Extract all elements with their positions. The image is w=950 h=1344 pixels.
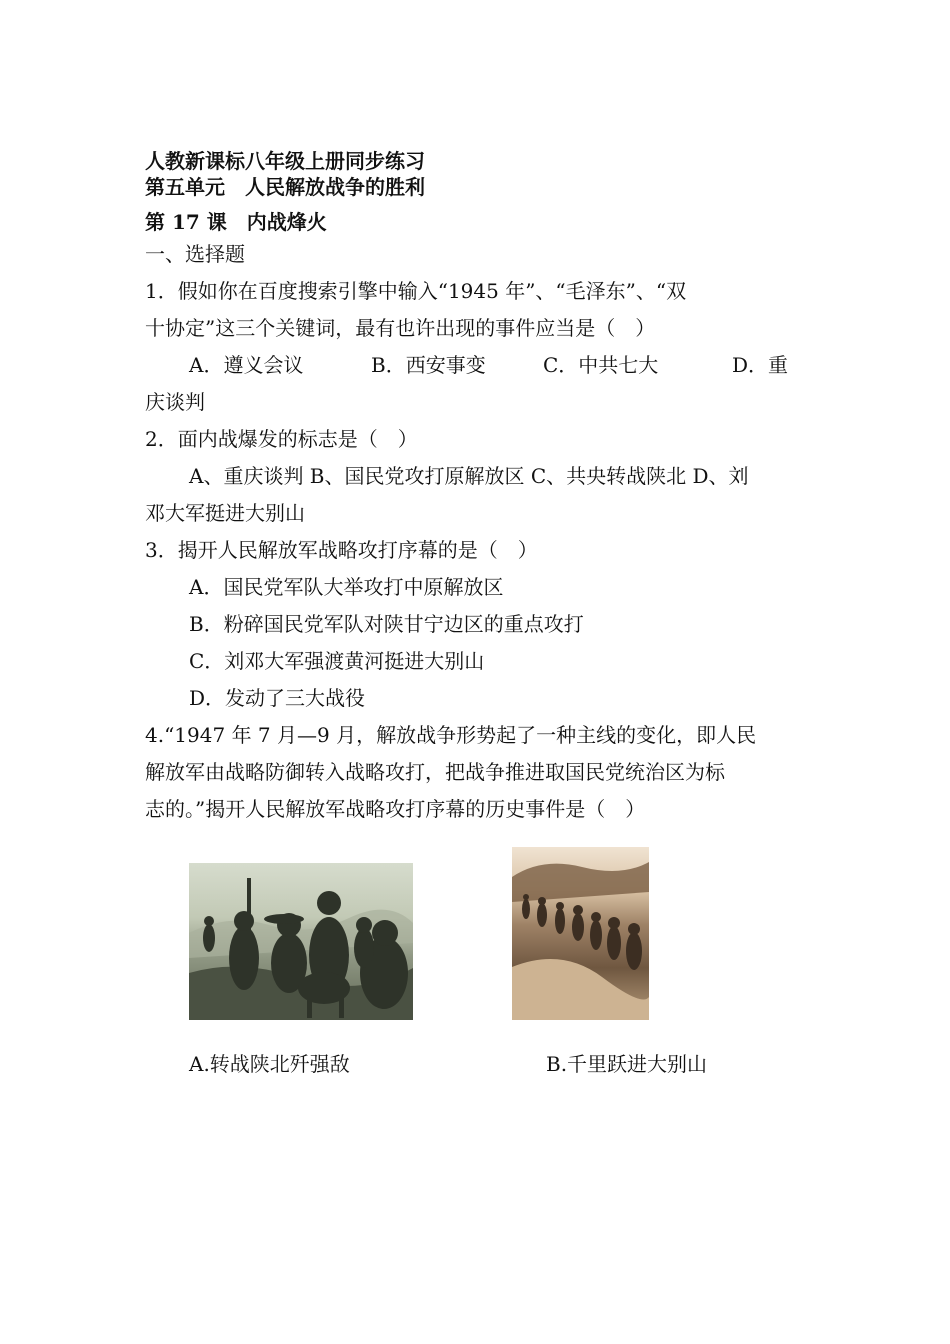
q4-stem-line3: 志的。”揭开人民解放军战略攻打序幕的历史事件是（ ） [145, 797, 646, 821]
q2-options-line1: A、重庆谈判 B、国民党攻打原解放区 C、共央转战陕北 D、刘 [189, 464, 749, 488]
q3-stem: 3．揭开人民解放军战略攻打序幕的是（ ） [145, 538, 538, 562]
q2-stem: 2．面内战爆发的标志是（ ） [145, 427, 418, 451]
caption-a: A.转战陕北歼强敌 [189, 1052, 350, 1076]
q4-stem-line1: 4.“1947 年 7 月—9 月，解放战争形势起了一种主线的变化，即人民 [145, 723, 757, 747]
q1-option-c: C．中共七大 [543, 353, 659, 377]
lesson-title: 第 17 课 内战烽火 [145, 210, 327, 234]
book-title: 人教新课标八年级上册同步练习 [145, 149, 425, 173]
q1-option-a: A．遵义会议 [189, 353, 304, 377]
q1-options [145, 347, 805, 384]
q3-option-b: B．粉碎国民党军队对陕甘宁边区的重点攻打 [189, 612, 584, 636]
q3-option-c: C．刘邓大军强渡黄河挺进大别山 [189, 649, 485, 673]
q1-stem-line2: 十协定”这三个关键词，最有也许出现的事件应当是（ ） [145, 316, 656, 340]
q1-option-d: D．重 [732, 353, 789, 377]
q3-option-d: D．发动了三大战役 [189, 686, 366, 710]
section-heading: 一、选择题 [145, 242, 245, 266]
photo-shaanbei-march [189, 863, 413, 1020]
q1-stem-line1: 1．假如你在百度搜索引擎中输入“1945 年”、“毛泽东”、“双 [145, 279, 687, 303]
q1-option-b: B．西安事变 [371, 353, 486, 377]
unit-title: 第五单元 人民解放战争的胜利 [145, 175, 425, 199]
q4-stem-line2: 解放军由战略防御转入战略攻打，把战争推进取国民党统治区为标 [145, 760, 725, 784]
photo-dabie-march [512, 847, 649, 1020]
q1-option-d-cont: 庆谈判 [145, 390, 205, 414]
document-body [145, 148, 805, 828]
caption-b: B.千里跃进大别山 [546, 1052, 708, 1076]
q2-options-line2: 邓大军挺进大别山 [145, 501, 305, 525]
q3-option-a: A．国民党军队大举攻打中原解放区 [189, 575, 504, 599]
